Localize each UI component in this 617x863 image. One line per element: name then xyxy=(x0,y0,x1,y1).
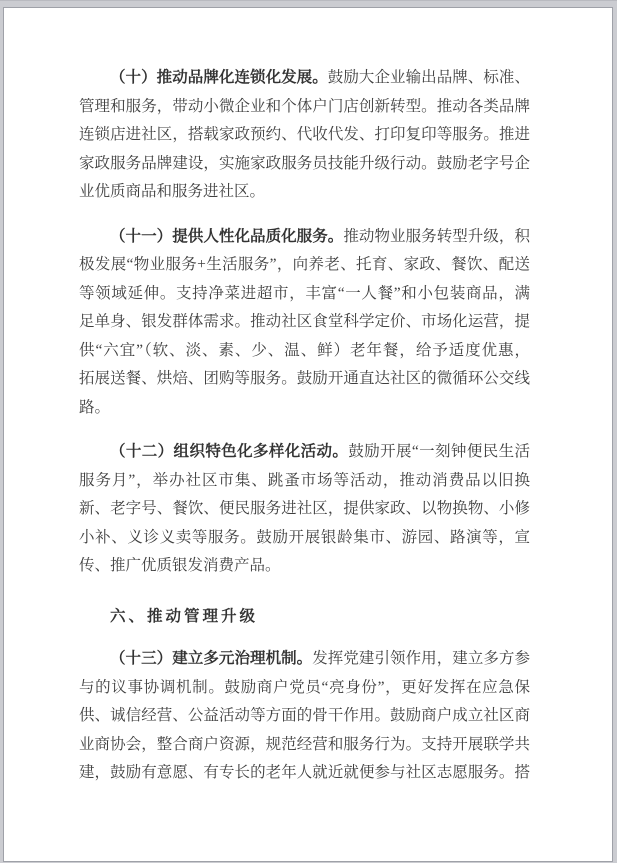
text-line xyxy=(79,178,530,207)
line-text: 建，鼓励有意愿、有专长的老年人就近就便参与社区志愿服务。搭 xyxy=(79,764,530,781)
clause-title: （十二）组织特色化多样化活动。 xyxy=(110,443,349,460)
text-line xyxy=(79,223,530,252)
line-text: 业优质商品和服务进社区。 xyxy=(79,183,266,200)
line-text: 供、诚信经营、公益活动等方面的骨干作用。鼓励商户成立社区商 xyxy=(79,707,530,724)
line-text: 传、推广优质银发消费产品。 xyxy=(79,557,281,574)
clause-title: （十三）建立多元治理机制。 xyxy=(110,650,313,667)
paragraph xyxy=(79,645,530,788)
text-line xyxy=(79,337,530,366)
text-line xyxy=(79,495,530,524)
section-heading: 六、推动管理升级 xyxy=(110,607,259,625)
text-line xyxy=(79,251,530,280)
paragraph xyxy=(79,64,530,207)
line-text: 拓展送餐、烘焙、团购等服务。鼓励开通直达社区的微循环公交线 xyxy=(79,370,530,387)
paragraph xyxy=(79,223,530,423)
line-text: 极发展“物业服务+生活服务”，向养老、托育、家政、餐饮、配送 xyxy=(79,256,530,273)
document-content xyxy=(4,8,612,788)
text-line xyxy=(79,438,530,467)
line-text: 鼓励大企业输出品牌、标准、 xyxy=(327,69,530,86)
text-line xyxy=(79,645,530,674)
text-line xyxy=(79,365,530,394)
line-text: 业商协会，整合商户资源，规范经营和服务行为。支持开展联学共 xyxy=(79,735,530,753)
line-text: 服务月”，举办社区市集、跳蚤市场等活动，推动消费品以旧换 xyxy=(79,471,530,489)
text-line xyxy=(79,524,530,553)
text-line xyxy=(79,467,530,496)
text-line xyxy=(79,308,530,337)
line-text: 与的议事协调机制。鼓励商户党员“亮身份”，更好发挥在应急保 xyxy=(79,678,530,696)
line-text: 路。 xyxy=(79,398,111,416)
line-text: 鼓励开展“一刻钟便民生活 xyxy=(348,443,530,460)
text-line xyxy=(79,702,530,731)
line-text: 新、老字号、餐饮、便民服务进社区，提供家政、以物换物、小修 xyxy=(79,500,530,517)
line-text: 供“六宜”（软、淡、素、少、温、鲜）老年餐，给予适度优惠， xyxy=(79,341,530,359)
clause-title: （十）推动品牌化连锁化发展。 xyxy=(110,69,328,86)
document-page xyxy=(3,7,613,862)
line-text: 足单身、银发群体需求。推动社区食堂科学定价、市场化运营，提 xyxy=(79,313,530,330)
line-text: 管理和服务，带动小微企业和个体户门店创新转型。推动各类品牌 xyxy=(79,97,530,115)
clause-title: （十一）提供人性化品质化服务。 xyxy=(110,227,344,245)
line-text: 小补、义诊义卖等服务。鼓励开展银龄集市、游园、路演等，宣 xyxy=(79,528,530,546)
line-text: 连锁店进社区，搭载家政预约、代收代发、打印复印等服务。推进 xyxy=(79,126,530,143)
text-line xyxy=(79,674,530,703)
text-line xyxy=(79,759,530,788)
text-line xyxy=(79,121,530,150)
line-text: 推动物业服务转型升级，积 xyxy=(343,227,530,245)
text-line xyxy=(79,64,530,93)
text-line xyxy=(79,394,530,423)
text-line xyxy=(79,280,530,309)
text-line xyxy=(79,150,530,179)
text-line xyxy=(79,552,530,581)
line-text: 发挥党建引领作用，建立多方参 xyxy=(312,650,530,667)
text-line xyxy=(79,731,530,760)
paragraph xyxy=(79,438,530,581)
line-text: 等领域延伸。支持净菜进超市，丰富“一人餐”和小包装商品，满 xyxy=(79,284,530,302)
text-line xyxy=(79,93,530,122)
line-text: 家政服务品牌建设，实施家政服务员技能升级行动。鼓励老字号企 xyxy=(79,154,530,172)
